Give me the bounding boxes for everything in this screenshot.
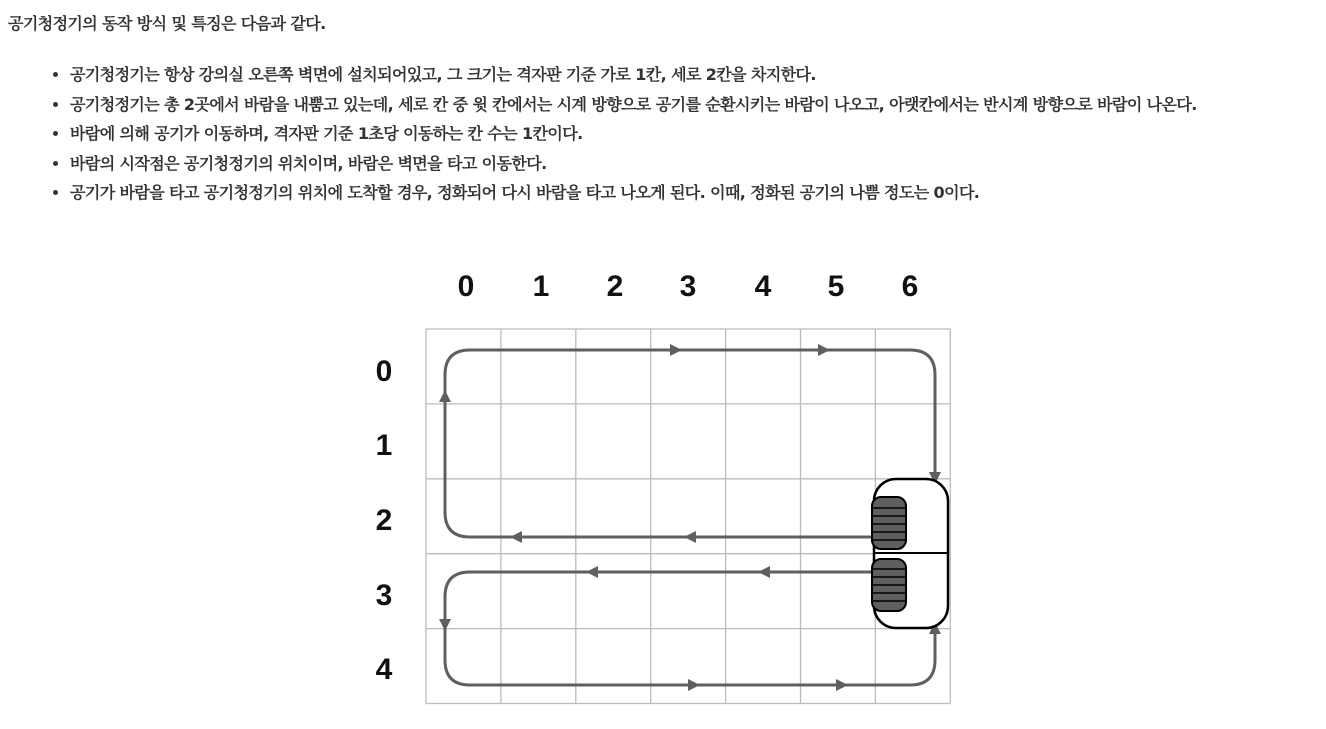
col-label: 3 — [679, 270, 697, 303]
row-label: 3 — [375, 579, 393, 612]
list-item: • 공기청정기는 총 2곳에서 바람을 내뿜고 있는데, 세로 칸 중 윗 칸에서는 시계 방향으로 공기를 순환시키는 바람이 나오고, 아랫칸에서는 반시계 방향으로 바람이 나온다. — [70, 90, 1320, 120]
list-item: • 공기가 바람을 타고 공기청정기의 위치에 도착할 경우, 정화되어 다시 바람을 타고 나오게 된다. 이때, 정화된 공기의 나쁨 정도는 0이다. — [70, 178, 1320, 208]
clockwise-airflow — [445, 350, 935, 537]
col-label: 6 — [901, 270, 919, 303]
col-label: 1 — [532, 270, 550, 303]
intro-text: 공기청정기의 동작 방식 및 특징은 다음과 같다. — [8, 14, 326, 33]
row-label: 1 — [375, 429, 393, 462]
row-labels — [376, 355, 393, 686]
list-item: • 바람의 시작점은 공기청정기의 위치이며, 바람은 벽면을 타고 이동한다. — [70, 149, 1320, 179]
column-labels — [458, 270, 919, 303]
lower-vent-icon — [872, 559, 906, 611]
row-label: 0 — [375, 355, 393, 388]
col-label: 2 — [606, 270, 624, 303]
col-label: 5 — [827, 270, 845, 303]
upper-vent-icon — [872, 497, 906, 549]
col-label: 4 — [754, 270, 772, 303]
row-label: 2 — [375, 504, 393, 537]
col-label: 0 — [457, 270, 475, 303]
list-item: • 바람에 의해 공기가 이동하며, 격자판 기준 1초당 이동하는 칸 수는 1칸이다. — [70, 119, 1320, 149]
list-item: • 공기청정기는 항상 강의실 오른쪽 벽면에 설치되어있고, 그 크기는 격자판 기준 가로 1칸, 세로 2칸을 차지한다. — [70, 60, 1320, 90]
row-label: 4 — [375, 653, 393, 686]
air-purifier — [872, 479, 948, 628]
